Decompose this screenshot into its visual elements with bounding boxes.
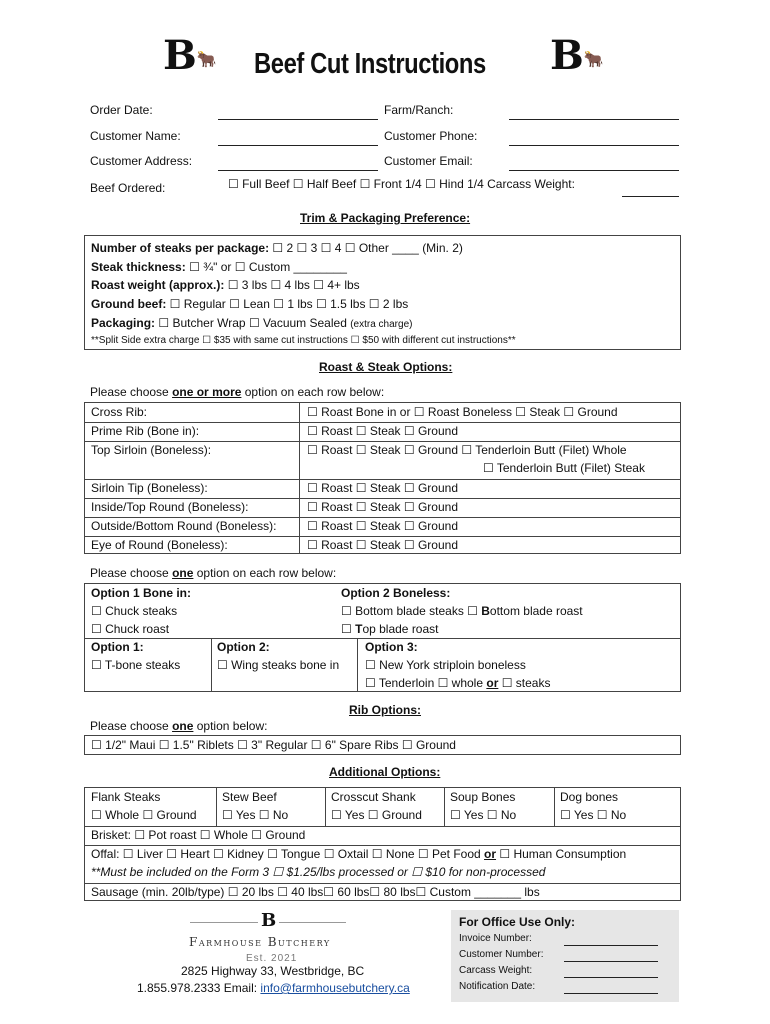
steak-thickness-label: Steak thickness: bbox=[91, 260, 186, 274]
roast-steak-heading: Roast & Steak Options: bbox=[319, 360, 453, 374]
table-row: Sirloin Tip (Boneless): bbox=[91, 481, 208, 495]
top-blade-option[interactable]: ☐ Top blade roast bbox=[341, 622, 439, 636]
steak-thickness-options[interactable]: ☐ ¾" or ☐ Custom ________ bbox=[189, 260, 347, 274]
table-row: Eye of Round (Boneless): bbox=[91, 538, 228, 552]
option2-boneless-title: Option 2 Boneless: bbox=[341, 586, 451, 600]
customer-number-field[interactable] bbox=[564, 961, 658, 962]
sausage-options[interactable]: Sausage (min. 20lb/type) ☐ 20 lbs ☐ 40 lbs☐ 60 lbs☐ 80 lbs☐ Custom _______ lbs bbox=[91, 885, 540, 899]
customer-phone-label: Customer Phone: bbox=[384, 129, 478, 143]
flank-steaks-title: Flank Steaks bbox=[91, 790, 161, 804]
customer-name-label: Customer Name: bbox=[90, 129, 181, 143]
invoice-number-field[interactable] bbox=[564, 945, 658, 946]
wing-steaks-option[interactable]: ☐ Wing steaks bone in bbox=[217, 658, 340, 672]
rib-instruction: Please choose one option below: bbox=[90, 719, 268, 733]
chuck-roast-option[interactable]: ☐ Chuck roast bbox=[91, 622, 170, 636]
soup-bones-options[interactable]: ☐ Yes ☐ No bbox=[450, 808, 517, 822]
outside-round-options[interactable]: ☐ Roast ☐ Steak ☐ Ground bbox=[307, 519, 459, 533]
trim-heading: Trim & Packaging Preference: bbox=[300, 211, 471, 225]
option2-title: Option 2: bbox=[217, 640, 270, 654]
inside-round-options[interactable]: ☐ Roast ☐ Steak ☐ Ground bbox=[307, 500, 459, 514]
footer-address: 2825 Highway 33, Westbridge, BC bbox=[181, 964, 365, 978]
bone-options-instruction: Please choose one option on each row below: bbox=[90, 566, 337, 580]
notification-date-field[interactable] bbox=[564, 993, 658, 994]
packaging-note: (extra charge) bbox=[350, 319, 413, 330]
chuck-steaks-option[interactable]: ☐ Chuck steaks bbox=[91, 604, 178, 618]
carcass-weight-field[interactable] bbox=[622, 196, 679, 197]
office-use-box bbox=[451, 910, 679, 1002]
customer-phone-field[interactable] bbox=[509, 145, 679, 146]
split-side-note[interactable]: **Split Side extra charge ☐ $35 with same cut instructions ☐ $50 with different cut instructions** bbox=[91, 335, 516, 346]
table-row: Prime Rib (Bone in): bbox=[91, 424, 200, 438]
stew-beef-title: Stew Beef bbox=[222, 790, 277, 804]
additional-table bbox=[84, 787, 681, 901]
sirloin-tip-options[interactable]: ☐ Roast ☐ Steak ☐ Ground bbox=[307, 481, 459, 495]
carcass-weight-label: Carcass Weight: bbox=[459, 965, 533, 976]
page-title: Beef Cut Instructions bbox=[254, 48, 486, 80]
footer-logo: B bbox=[258, 910, 279, 931]
packaging-options[interactable]: ☐ Butcher Wrap ☐ Vacuum Sealed bbox=[158, 316, 347, 330]
eye-round-options[interactable]: ☐ Roast ☐ Steak ☐ Ground bbox=[307, 538, 459, 552]
bottom-blade-options[interactable]: ☐ Bottom blade steaks ☐ Bottom blade roast bbox=[341, 604, 583, 618]
customer-email-field[interactable] bbox=[509, 170, 679, 171]
customer-email-label: Customer Email: bbox=[384, 154, 473, 168]
customer-name-field[interactable] bbox=[218, 145, 378, 146]
logo-right: B🐂 bbox=[550, 32, 604, 79]
ground-beef-label: Ground beef: bbox=[91, 297, 167, 311]
office-use-title: For Office Use Only: bbox=[459, 915, 576, 929]
logo-left: B🐂 bbox=[163, 32, 217, 79]
prime-rib-options[interactable]: ☐ Roast ☐ Steak ☐ Ground bbox=[307, 424, 459, 438]
order-date-field[interactable] bbox=[218, 119, 378, 120]
option3-title: Option 3: bbox=[365, 640, 418, 654]
flank-steaks-options[interactable]: ☐ Whole ☐ Ground bbox=[91, 808, 197, 822]
footer-brand: Farmhouse Butchery bbox=[189, 935, 331, 949]
order-date-label: Order Date: bbox=[90, 103, 153, 117]
footer-contact: 1.855.978.2333 Email: info@farmhousebutchery.ca bbox=[137, 981, 410, 995]
office-carcass-weight-field[interactable] bbox=[564, 977, 658, 978]
notification-date-label: Notification Date: bbox=[459, 981, 536, 992]
brisket-options[interactable]: Brisket: ☐ Pot roast ☐ Whole ☐ Ground bbox=[91, 828, 306, 842]
dog-bones-options[interactable]: ☐ Yes ☐ No bbox=[560, 808, 627, 822]
rib-options-box bbox=[84, 735, 681, 755]
customer-address-field[interactable] bbox=[218, 170, 378, 171]
soup-bones-title: Soup Bones bbox=[450, 790, 516, 804]
t-bone-option[interactable]: ☐ T-bone steaks bbox=[91, 658, 181, 672]
option1-bone-in-title: Option 1 Bone in: bbox=[91, 586, 191, 600]
invoice-number-label: Invoice Number: bbox=[459, 933, 532, 944]
steaks-per-package-options[interactable]: ☐ 2 ☐ 3 ☐ 4 ☐ Other ____ (Min. 2) bbox=[272, 241, 463, 255]
roast-steak-instruction: Please choose one or more option on each row below: bbox=[90, 385, 385, 399]
roast-weight-options[interactable]: ☐ 3 lbs ☐ 4 lbs ☐ 4+ lbs bbox=[227, 278, 360, 292]
roast-weight-label: Roast weight (approx.): bbox=[91, 278, 225, 292]
crosscut-shank-title: Crosscut Shank bbox=[331, 790, 416, 804]
beef-ordered-label: Beef Ordered: bbox=[90, 181, 166, 195]
roast-steak-table bbox=[84, 402, 681, 554]
beef-ordered-options[interactable]: ☐ Full Beef ☐ Half Beef ☐ Front 1/4 ☐ Hind 1/4 Carcass Weight: bbox=[228, 177, 575, 191]
table-row: Cross Rib: bbox=[91, 405, 148, 419]
tenderloin-option[interactable]: ☐ Tenderloin ☐ whole or ☐ steaks bbox=[365, 676, 551, 690]
table-row: Outside/Bottom Round (Boneless): bbox=[91, 519, 277, 533]
additional-heading: Additional Options: bbox=[329, 765, 441, 779]
ground-beef-options[interactable]: ☐ Regular ☐ Lean ☐ 1 lbs ☐ 1.5 lbs ☐ 2 lbs bbox=[169, 297, 409, 311]
offal-options[interactable]: Offal: ☐ Liver ☐ Heart ☐ Kidney ☐ Tongue ☐ Oxtail ☐ None ☐ Pet Food or ☐ Human Consumption bbox=[91, 847, 627, 861]
footer-est: Est. 2021 bbox=[246, 953, 298, 964]
footer-email-link[interactable]: info@farmhousebutchery.ca bbox=[260, 981, 410, 995]
bone-options-table bbox=[84, 583, 681, 692]
dog-bones-title: Dog bones bbox=[560, 790, 619, 804]
cross-rib-options[interactable]: ☐ Roast Bone in or ☐ Roast Boneless ☐ Steak ☐ Ground bbox=[307, 405, 618, 419]
farm-label: Farm/Ranch: bbox=[384, 103, 454, 117]
customer-address-label: Customer Address: bbox=[90, 154, 193, 168]
steaks-per-package-label: Number of steaks per package: bbox=[91, 241, 270, 255]
table-row: Inside/Top Round (Boneless): bbox=[91, 500, 249, 514]
stew-beef-options[interactable]: ☐ Yes ☐ No bbox=[222, 808, 289, 822]
rib-heading: Rib Options: bbox=[349, 703, 421, 717]
striploin-option[interactable]: ☐ New York striploin boneless bbox=[365, 658, 526, 672]
crosscut-shank-options[interactable]: ☐ Yes ☐ Ground bbox=[331, 808, 422, 822]
top-sirloin-options-2[interactable]: ☐ Tenderloin Butt (Filet) Steak bbox=[483, 461, 645, 475]
form3-note[interactable]: **Must be included on the Form 3 ☐ $1.25/lbs processed or ☐ $10 for non-processed bbox=[91, 865, 546, 879]
option1-title: Option 1: bbox=[91, 640, 144, 654]
farm-field[interactable] bbox=[509, 119, 679, 120]
trim-box bbox=[84, 235, 681, 350]
packaging-label: Packaging: bbox=[91, 316, 156, 330]
customer-number-label: Customer Number: bbox=[459, 949, 544, 960]
table-row: Top Sirloin (Boneless): bbox=[91, 443, 212, 457]
rib-options[interactable]: ☐ 1/2" Maui ☐ 1.5" Riblets ☐ 3" Regular ☐ 6" Spare Ribs ☐ Ground bbox=[91, 738, 456, 752]
top-sirloin-options[interactable]: ☐ Roast ☐ Steak ☐ Ground ☐ Tenderloin Butt (Filet) Whole bbox=[307, 443, 627, 457]
